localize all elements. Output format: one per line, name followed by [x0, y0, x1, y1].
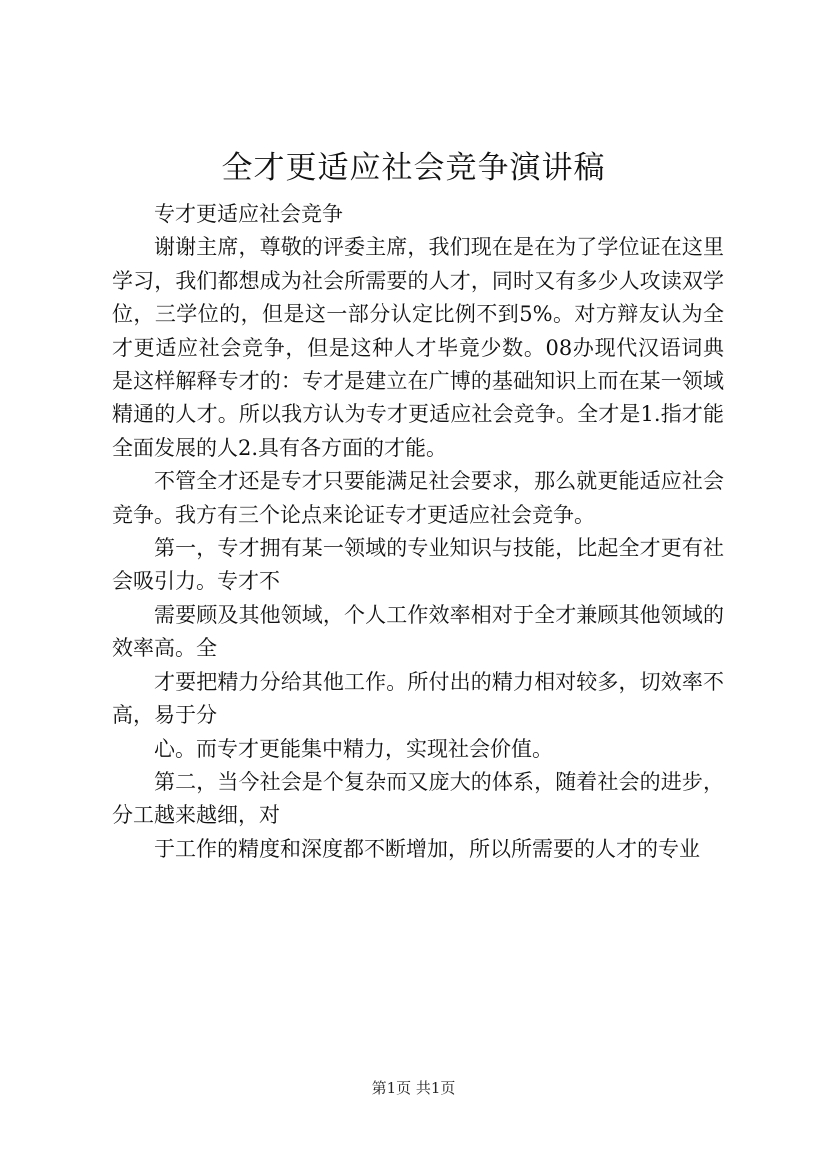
paragraph: 需要顾及其他领域，个人工作效率相对于全才兼顾其他领域的效率高。全 — [112, 602, 724, 661]
paragraph: 谢谢主席，尊敬的评委主席，我们现在是在为了学位证在这里学习，我们都想成为社会所需要的人才，同时又有多少人攻读双学位，三学位的，但是这一部分认定比例不到5%。对方辩友认为全才更适应社会竞争，但是这种人才毕竟少数。08办现代汉语词典是这样解释专才的：专才是建立在广博的基础知识上而在某一领域精通的人才。所以我方认为专才更适应社会竞争。全才是1.指才能全面发展的人2.具有各方面的才能。 — [112, 235, 724, 460]
paragraph: 不管全才还是专才只要能满足社会要求，那么就更能适应社会竞争。我方有三个论点来论证专才更适应社会竞争。 — [112, 469, 724, 527]
page-footer: 第1页 共1页 — [371, 1079, 456, 1097]
paragraph: 第一，专才拥有某一领域的专业知识与技能，比起全才更有社会吸引力。专才不 — [112, 536, 724, 594]
document-body — [112, 198, 724, 866]
paragraph: 心。而专才更能集中精力，实现社会价值。 — [154, 736, 553, 761]
document-title: 全才更适应社会竞争演讲稿 — [221, 150, 606, 186]
paragraph: 第二，当今社会是个复杂而又庞大的体系，随着社会的进步，分工越来越细，对 — [112, 769, 724, 828]
paragraph: 才要把精力分给其他工作。所付出的精力相对较多，切效率不高，易于分 — [112, 669, 724, 728]
paragraph: 于工作的精度和深度都不断增加，所以所需要的人才的专业 — [154, 836, 700, 861]
paragraph-subtitle: 专才更适应社会竞争 — [154, 202, 343, 226]
